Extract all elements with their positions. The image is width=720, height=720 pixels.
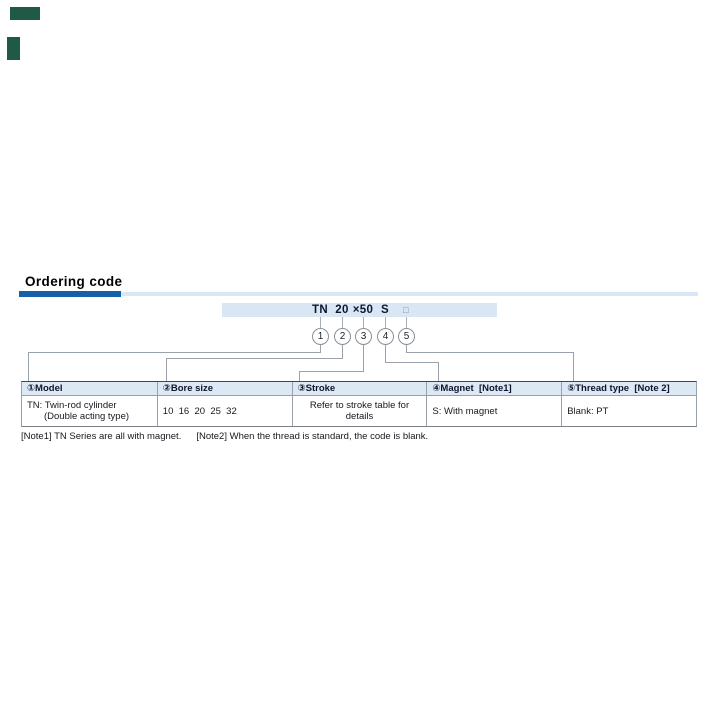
cell-model-line2: (Double acting type) bbox=[44, 411, 130, 422]
cell-thread-type bbox=[561, 396, 696, 426]
connector-line bbox=[166, 358, 167, 382]
footnote-1: [Note1] TN Series are all with magnet. bbox=[21, 431, 182, 442]
tick-line bbox=[385, 317, 386, 328]
corner-mark-top bbox=[10, 7, 40, 20]
connector-line bbox=[299, 371, 364, 372]
tick-line bbox=[363, 317, 364, 328]
section-accent-rule bbox=[121, 292, 698, 296]
cell-model bbox=[22, 396, 157, 426]
code-part-thread-blank-square: □ bbox=[403, 305, 409, 315]
connector-line bbox=[438, 362, 439, 382]
tick-line bbox=[406, 317, 407, 328]
code-part-magnet: S bbox=[381, 304, 389, 316]
corner-mark-left bbox=[7, 37, 20, 60]
cell-bore-size-values: 10 16 20 25 32 bbox=[162, 405, 237, 417]
footnote-2: [Note2] When the thread is standard, the code is blank. bbox=[196, 431, 429, 442]
cell-stroke bbox=[292, 396, 427, 426]
column-header-magnet: ④Magnet [Note1] bbox=[426, 382, 561, 396]
column-header-model: ①Model bbox=[22, 382, 157, 396]
ordering-code-table bbox=[21, 381, 697, 427]
circle-number-1: 1 bbox=[312, 328, 329, 345]
connector-line bbox=[406, 352, 574, 353]
code-part-model: TN bbox=[312, 304, 328, 316]
cell-magnet-text: S: With magnet bbox=[432, 405, 498, 417]
column-header-thread-type: ⑤Thread type [Note 2] bbox=[561, 382, 696, 396]
connector-line bbox=[28, 352, 321, 353]
connector-line bbox=[342, 345, 343, 358]
column-header-bore-size: ②Bore size bbox=[157, 382, 292, 396]
connector-line bbox=[166, 358, 343, 359]
cell-magnet bbox=[426, 396, 561, 426]
connector-line bbox=[363, 345, 364, 371]
section-accent-bar bbox=[19, 291, 121, 297]
circle-number-5: 5 bbox=[398, 328, 415, 345]
connector-line bbox=[385, 362, 439, 363]
code-part-bore: 20 bbox=[335, 304, 349, 316]
connector-line bbox=[406, 345, 407, 352]
connector-line bbox=[573, 352, 574, 382]
cell-thread-type-text: Blank: PT bbox=[567, 405, 609, 417]
connector-line bbox=[320, 345, 321, 352]
section-title: Ordering code bbox=[25, 274, 123, 289]
code-part-stroke: ×50 bbox=[352, 304, 374, 316]
cell-model-line1: TN: Twin-rod cylinder bbox=[27, 400, 117, 411]
circle-number-2: 2 bbox=[334, 328, 351, 345]
tick-line bbox=[320, 317, 321, 328]
cell-bore-size bbox=[157, 396, 292, 426]
circle-number-3: 3 bbox=[355, 328, 372, 345]
tick-line bbox=[342, 317, 343, 328]
connector-line bbox=[385, 345, 386, 362]
cell-stroke-text: Refer to stroke table for details bbox=[309, 400, 410, 422]
connector-line bbox=[28, 352, 29, 382]
column-header-stroke: ③Stroke bbox=[292, 382, 427, 396]
circle-number-4: 4 bbox=[377, 328, 394, 345]
footnotes bbox=[21, 431, 428, 442]
